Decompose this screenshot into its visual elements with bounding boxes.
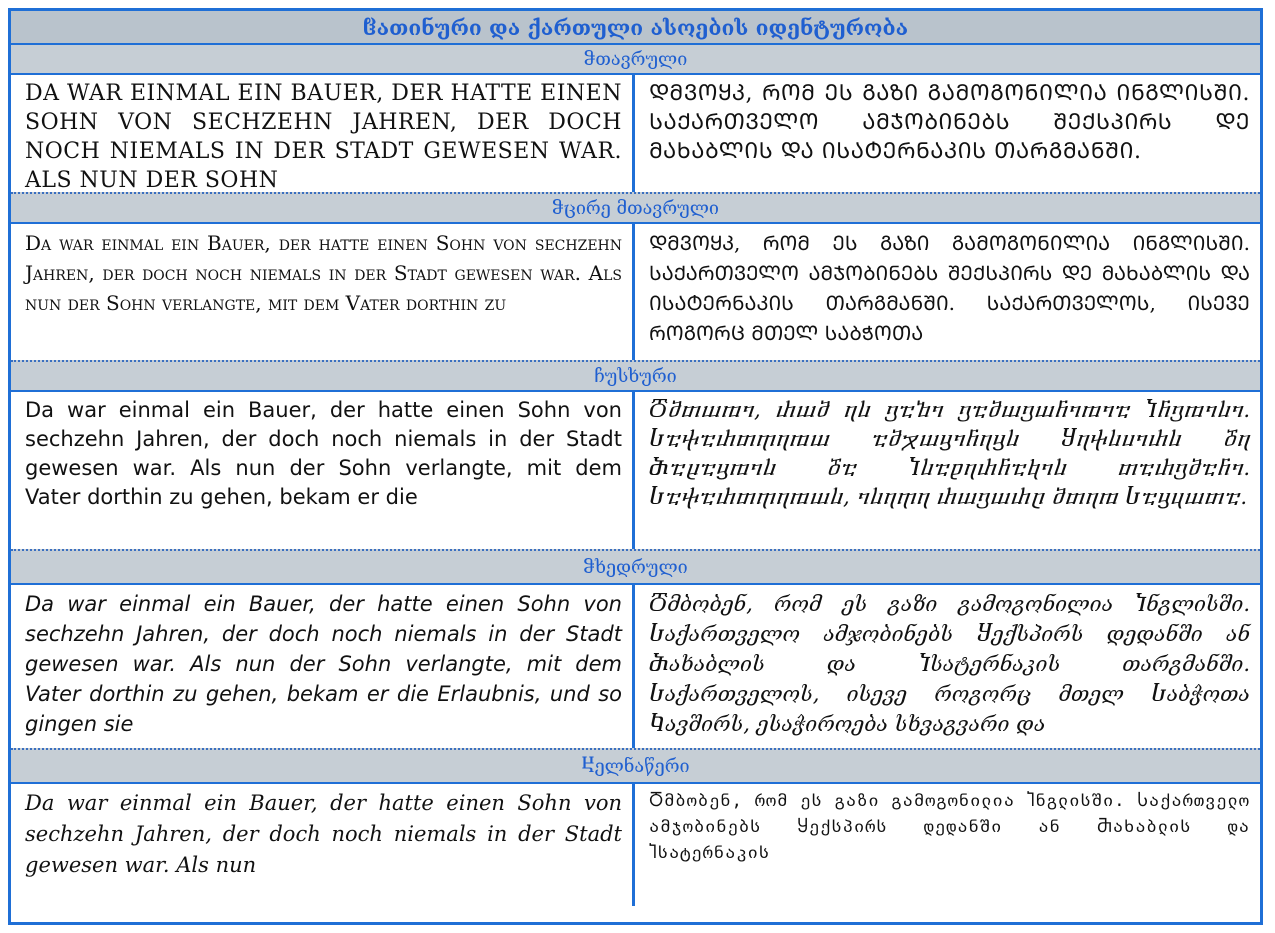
section-row-small-mtavruli <box>11 224 1260 360</box>
section-header-small-mtavruli: ჵცირე მთავრული <box>11 192 1260 224</box>
section-header-nuskhuri: ჩუსხური <box>11 360 1260 392</box>
section-header-handwriting: Ⴞელნაწერი <box>11 748 1260 784</box>
table-title: ჱათინური და ქართული ასოების იდენტურობა <box>11 11 1260 45</box>
latin-sample: Da war einmal ein Bauer, der hatte einen Sohn von sechzehn Jahren, der doch noch niemals in der Stadt gewesen war. Als nun <box>11 784 635 906</box>
section-header-mtavruli: ჵთავრული <box>11 45 1260 75</box>
georgian-sample: ᲓᲛᲕᲝᲧᲙ, ᲠᲝᲛ ᲔᲡ ᲒᲐᲖᲘ ᲒᲐᲛᲝᲒᲝᲜᲘᲚᲘᲐ ᲘᲜᲒᲚᲘᲡᲨᲘ. ᲡᲐᲥᲐᲠᲗᲕᲔᲚᲝ ᲐᲛᲯᲝᲑᲘᲜᲔᲑᲡ ᲨᲔᲥᲡᲞᲘᲠᲡ ᲓᲔ ᲛᲐᲮᲐᲑᲚᲘᲡ ᲓᲐ ᲘᲡᲐᲢᲔᲠᲜᲐᲙᲘᲡ ᲗᲐᲠᲒᲛᲐᲜᲨᲘ. ᲡᲐᲥᲐᲠᲗᲕᲔᲚᲝᲡ, ᲘᲡᲔᲕᲔ ᲠᲝᲒᲝᲠᲪ ᲛᲗᲔᲚ ᲡᲐᲑᲭᲝᲗᲐ <box>649 231 1250 345</box>
latin-sample: DA WAR EINMAL EIN BAUER, DER HATTE EINEN SOHN VON SECHZEHN JAHREN, DER DOCH NOCH NIEMALS IN DER STADT GEWESEN WAR. ALS NUN DER SOHN <box>11 75 635 192</box>
georgian-sample: Ⴃⴋⴇⴍⴊⴈ, ⴐⴍⴋ ⴄⴑ ⴂⴀⴆⴈ ⴂⴀⴋⴍⴂⴍⴌⴈⴊⴈⴀ Ⴈⴌⴂⴊⴈⴑⴈ. Ⴑⴀⴕⴀⴐⴇⴅⴄⴊⴍ ⴀⴋⴟⴍⴁⴈⴌⴄⴁⴑ Ⴘⴄⴕⴑⴎⴈⴐⴑ ⴃⴄ Ⴋⴀⴞⴀⴁⴊⴈⴑ ⴃⴀ Ⴈⴑⴀⴒⴄⴐⴌⴀⴉⴈⴑ ⴇⴀⴐⴂⴋⴀⴌⴈ. Ⴑⴀⴕⴀⴐⴇⴅⴄⴊⴍⴑ, ⴈⴑⴄⴅⴄ ⴐⴍⴂⴍⴐⴚ ⴋⴇⴄⴊ Ⴑⴀⴁⴗⴍⴇⴀ. <box>649 398 1250 509</box>
section-row-nuskhuri <box>11 392 1260 549</box>
georgian-sample: Ⴃმბობენ, რომ ეს გაზი გამოგონილია Ⴈნგლისში. Ⴑაქართველო ამჯობინებს Ⴘექსპირს დედანში ან Ⴋახაბლის და Ⴈსატერნაკის თარგმანში. Ⴑაქართველოს, ისევე როგორც მთელ Ⴑაბჭოთა Ⴉავშირს, ესაჭიროება სხვაგვარი და <box>649 592 1250 736</box>
latin-sample: Da war einmal ein Bauer, der hatte einen Sohn von sechzehn Jahren, der doch noch niemals in der Stadt gewesen war. Als nun der Sohn verlangte, mit dem Vater dorthin zu gehen, bekam er die Erlaubnis, und so gingen sie <box>11 585 635 748</box>
latin-sample: Da war einmal ein Bauer, der hatte einen Sohn von sechzehn Jahren, der doch noch niemals in der Stadt gewesen war. Als nun der Sohn verlangte, mit dem Vater dorthin zu gehen, bekam er die <box>11 392 635 549</box>
georgian-sample: ᲓᲛᲕᲝᲧᲙ, ᲠᲝᲛ ᲔᲡ ᲒᲐᲖᲘ ᲒᲐᲛᲝᲒᲝᲜᲘᲚᲘᲐ ᲘᲜᲒᲚᲘᲡᲨᲘ. ᲡᲐᲥᲐᲠᲗᲕᲔᲚᲝ ᲐᲛᲯᲝᲑᲘᲜᲔᲑᲡ ᲨᲔᲥᲡᲞᲘᲠᲡ ᲓᲔ ᲛᲐᲮᲐᲑᲚᲘᲡ ᲓᲐ ᲘᲡᲐᲢᲔᲠᲜᲐᲙᲘᲡ ᲗᲐᲠᲒᲛᲐᲜᲨᲘ. <box>649 81 1250 164</box>
section-header-mkhedruli: ჵხედრული <box>11 549 1260 585</box>
georgian-sample: Ⴃმბობენ, რომ ეს გაზი გამოგონილია Ⴈნგლისში. Ⴑაქართველო ამჯობინებს Ⴘექსპირს დედანში ან Ⴋახაბლის და Ⴈსატერნაკის <box>649 791 1250 863</box>
section-row-mtavruli <box>11 75 1260 192</box>
section-row-mkhedruli <box>11 585 1260 748</box>
latin-sample: Da war einmal ein Bauer, der hatte einen Sohn von sechzehn Jahren, der doch noch niemals in der Stadt gewesen war. Als nun der Sohn verlangte, mit dem Vater dorthin zu <box>11 224 635 360</box>
section-row-handwriting <box>11 784 1260 906</box>
comparison-table <box>8 8 1263 925</box>
